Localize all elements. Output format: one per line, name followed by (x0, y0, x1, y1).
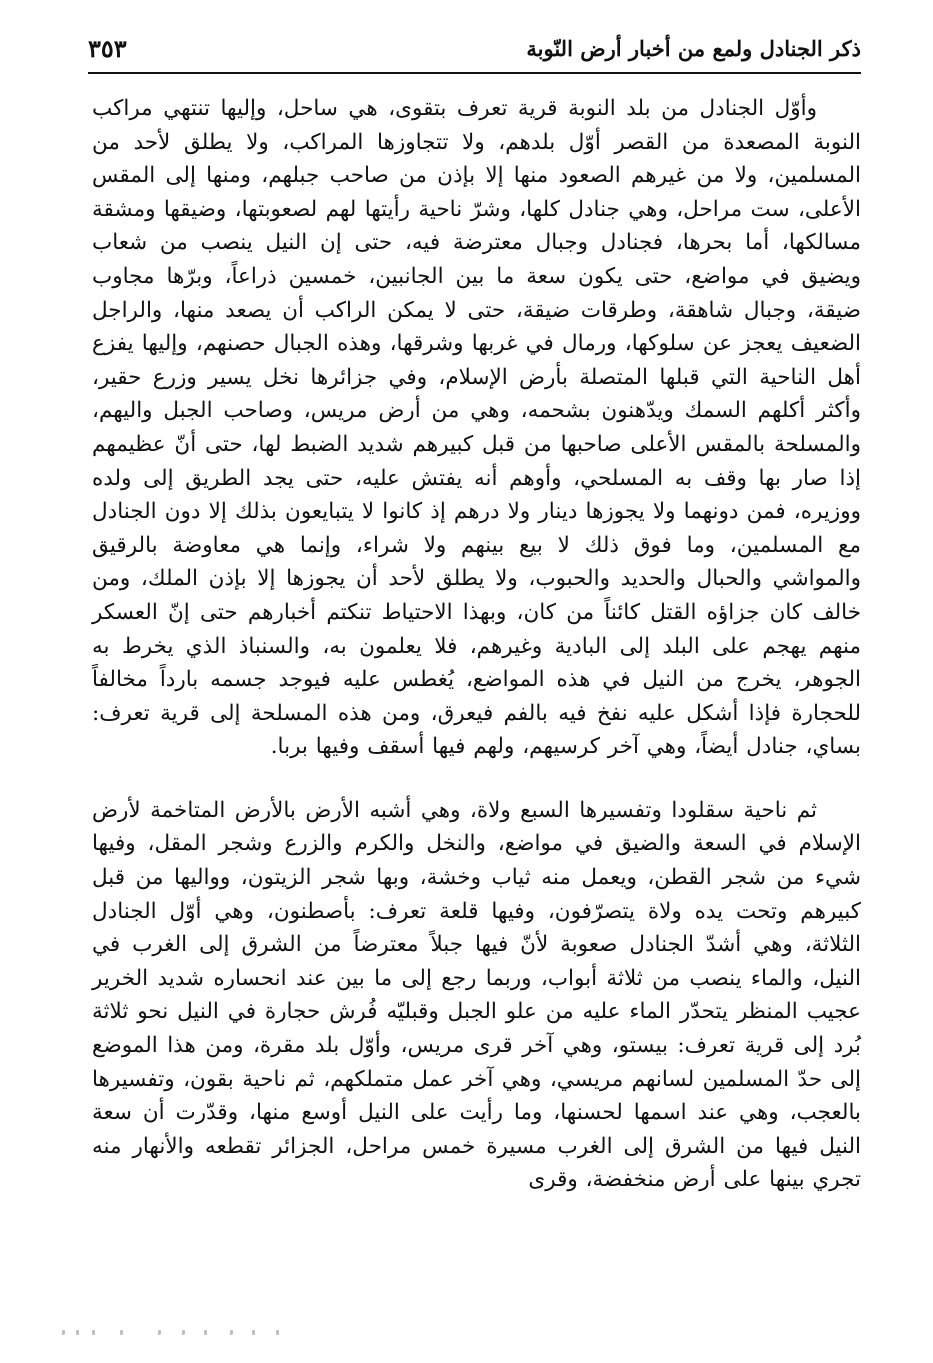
running-title: ذكر الجنادل ولمع من أخبار أرض النّوبة (526, 35, 861, 61)
header-rule (88, 72, 861, 74)
paragraph-2: ثم ناحية سقلودا وتفسيرها السبع ولاة، وهي أشبه الأرض بالأرض المتاخمة لأرض الإسلام في السعة والضيق في مواضع، والنخل والكرم والزرع وشجر المقل، وفيها شيء من شجر القطن، ويعمل منه ثياب وخشة، وبها شجر الزيتون، وواليها من قبل كبيرهم وتحت يده ولاة يتصرّفون، وفيها قلعة تعرف: بأصطنون، وهي أوّل الجنادل الثلاثة، وهي أشدّ الجنادل صعوبة لأنّ فيها جبلاً معترضاً من الشرق إلى الغرب في النيل، والماء ينصب من ثلاثة أبواب، وربما رجع إلى ما بين عند انحساره شديد الخرير عجيب المنظر يتحدّر الماء عليه من علو الجبل وقبليّه فُرش حجارة في النيل نحو ثلاثة بُرد إلى قرية تعرف: بيستو، وهي آخر قرى مريس، وأوّل بلد مقرة، ومن هذا الموضع إلى حدّ المسلمين لسانهم مريسي، وهي آخر عمل متملكهم، ثم ناحية بقون، وتفسيرها بالعجب، وهي عند اسمها لحسنها، وما رأيت على النيل أوسع منها، وقدّرت أن سعة النيل فيها من الشرق إلى الغرب مسيرة خمس مراحل، الجزائر تقطعه والأنهار منه تجري بينها على أرض منخفضة، وقرى (92, 797, 861, 1193)
page-number: ٣٥٣ (88, 33, 127, 63)
scan-noise-marks (62, 1330, 302, 1344)
running-header (88, 28, 861, 68)
body-text (92, 92, 861, 1197)
paragraph-1: وأوّل الجنادل من بلد النوبة قرية تعرف بتقوى، هي ساحل، وإليها تنتهي مراكب النوبة المصعدة من القصر أوّل بلدهم، ولا تتجاوزها المراكب، ولا يطلق لأحد من المسلمين، ولا من غيرهم الصعود منها إلا بإذن من صاحب جبلهم، ومنها إلى المقس الأعلى، ست مراحل، وهي جنادل كلها، وشرّ ناحية رأيتها لهم لصعوبتها، وضيقها ومشقة مسالكها، أما بحرها، فجنادل وجبال معترضة فيه، حتى إن النيل ينصب من شعاب ويضيق في مواضع، حتى يكون سعة ما بين الجانبين، خمسين ذراعاً، وبرّها مجاوب ضيقة، وجبال شاهقة، وطرقات ضيقة، حتى لا يمكن الراكب أن يصعد منها، والراجل الضعيف يعجز عن سلوكها، ورمال في غربها وشرقها، وهذه الجبال حصنهم، وإليها يفزع أهل الناحية التي قبلها المتصلة بأرض الإسلام، وفي جزائرها نخل يسير وزرع حقير، وأكثر أكلهم السمك ويدّهنون بشحمه، وهي من أرض مريس، وصاحب الجبل واليهم، والمسلحة بالمقس الأعلى صاحبها من قبل كبيرهم شديد الضبط لها، حتى أنّ عظيمهم إذا صار بها وقف به المسلحي، وأوهم أنه يفتش عليه، حتى يجد الطريق إلى ولده ووزيره، فمن دونهما ولا يجوزها دينار ولا درهم إذ كانوا لا يتبايعون بذلك إلا دون الجنادل مع المسلمين، وما فوق ذلك لا بيع بينهم ولا شراء، وإنما هي معاوضة بالرقيق والمواشي والحبال والحديد والحبوب، ولا يطلق لأحد أن يجوزها إلا بإذن الملك، ومن خالف كان جزاؤه القتل كائناً من كان، وبهذا الاحتياط تنكتم أخبارهم حتى إنّ العسكر منهم يهجم على البلد إلى البادية وغيرهم، فلا يعلمون به، والسنباذ الذي يخرط به الجوهر، يخرج من النيل في هذه المواضع، يُغطس عليه فيوجد جسمه بارداً مخالفاً للحجارة فإذا أشكل عليه نفخ فيه بالفم فيعرق، ومن هذه المسلحة إلى قرية تعرف: بساي، جنادل أيضاً، وهي آخر كرسيهم، ولهم فيها أسقف وفيها بربا. (92, 96, 861, 760)
